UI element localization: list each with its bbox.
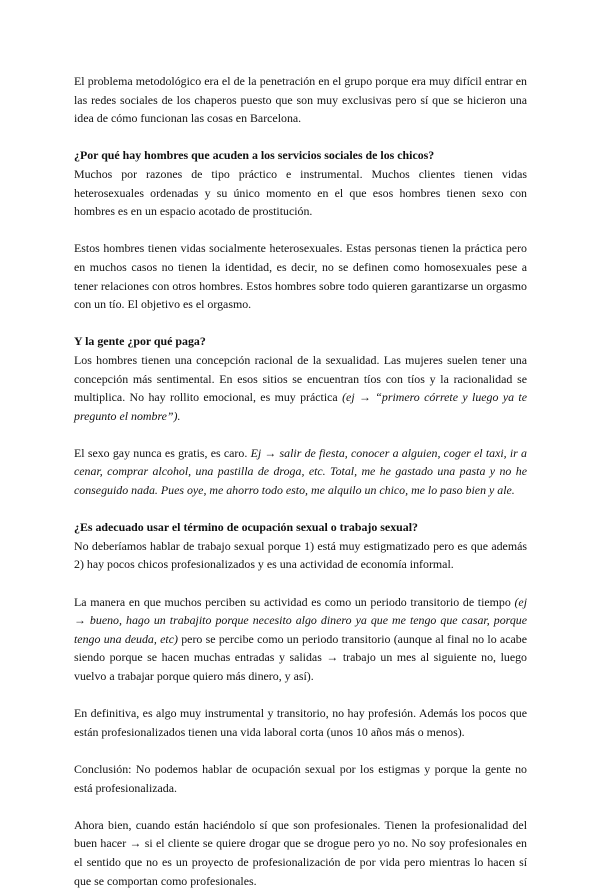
- paragraph-intro: El problema metodológico era el de la penetración en el grupo porque era muy difícil entrar en las redes sociales de los chaperos puesto que son muy exclusivas pero sí que se hicieron una idea de cómo funcionan las cosas en Barcelona.: [74, 74, 527, 126]
- paragraph-conclusion: Conclusión: No podemos hablar de ocupación sexual por los estigmas y porque la gente no está profesionalizada.: [74, 761, 527, 795]
- example-run: (ej → “primero córrete y luego ya te pregunto el nombre”).: [74, 390, 527, 423]
- text-run: El sexo gay nunca es gratis, es caro.: [74, 445, 251, 460]
- paragraph-heterosexual-lives: Estos hombres tienen vidas socialmente heterosexuales. Estas personas tienen la práctica pero en muchos casos no tienen la identidad, es decir, no se definen como homosexuales pese a tener relaciones con otros hombres. Estos hombres sobre todo quieren garantizarse un orgasmo con un tío. El objetivo es el orgasmo.: [74, 241, 527, 312]
- heading-why-men: ¿Por qué hay hombres que acuden a los servicios sociales de los chicos?: [74, 148, 435, 163]
- heading-sex-work-term: ¿Es adecuado usar el término de ocupación sexual o trabajo sexual?: [74, 520, 418, 535]
- example-run: (ej → bueno, hago un trabajito porque necesito algo dinero ya que me tengo que casar, porque tengo una deuda, etc): [74, 594, 527, 646]
- paragraph-practical-reasons: Muchos por razones de tipo práctico e instrumental. Muchos clientes tienen vidas heterosexuales ordenadas y su único momento en el que esos hombres tienen sexo con hombres es en un espacio acotado de prostitución.: [74, 166, 527, 219]
- text-run: Los hombres tienen una concepción racional de la sexualidad. Las mujeres suelen tener una concepción más sentimental. En esos sitios se encuentran tíos con tíos y la racionalidad se multiplica. No hay rollito emocional, es muy práctica: [74, 352, 527, 405]
- heading-why-pay: Y la gente ¿por qué paga?: [74, 334, 206, 349]
- example-run: Ej → salir de fiesta, conocer a alguien, coger el taxi, ir a cenar, comprar alcohol, una pastilla de droga, etc. Total, me he gastado una pasta y no he conseguido nada. Pues oye, me ahorro todo esto, me alquilo un chico, me lo paso bien y ale.: [74, 445, 527, 498]
- paragraph-in-short: En definitiva, es algo muy instrumental y transitorio, no hay profesión. Además los pocos que están profesionalizados tienen una vida laboral corta (unos 10 años más o menos).: [74, 706, 527, 739]
- paragraph-gay-sex-cost: [74, 444, 527, 500]
- paragraph-transitory-period: [74, 593, 527, 686]
- document-page: [74, 72, 527, 890]
- paragraph-professionalism: Ahora bien, cuando están haciéndolo sí que son profesionales. Tienen la profesionalidad del buen hacer → si el cliente se quiere drogar que se drogue pero yo no. No soy profesionales en el sentido que no es un proyecto de profesionalización de por vida pero mientras lo hacen sí que se comportan como profesionales.: [74, 817, 527, 888]
- paragraph-stigma: No deberíamos hablar de trabajo sexual porque 1) está muy estigmatizado pero es que además 2) hay pocos chicos profesionalizados y es una actividad de economía informal.: [74, 538, 527, 572]
- text-run: pero se percibe como un periodo transitorio (aunque al final no lo acabe siendo porque se hacen muchas entradas y salidas → trabajo un mes al siguiente no, luego vuelvo a trabajar porque quiero más dinero, y así).: [74, 631, 527, 683]
- paragraph-rational-conception: [74, 351, 527, 425]
- text-run: La manera en que muchos perciben su actividad es como un periodo transitorio de tiempo: [74, 594, 515, 609]
